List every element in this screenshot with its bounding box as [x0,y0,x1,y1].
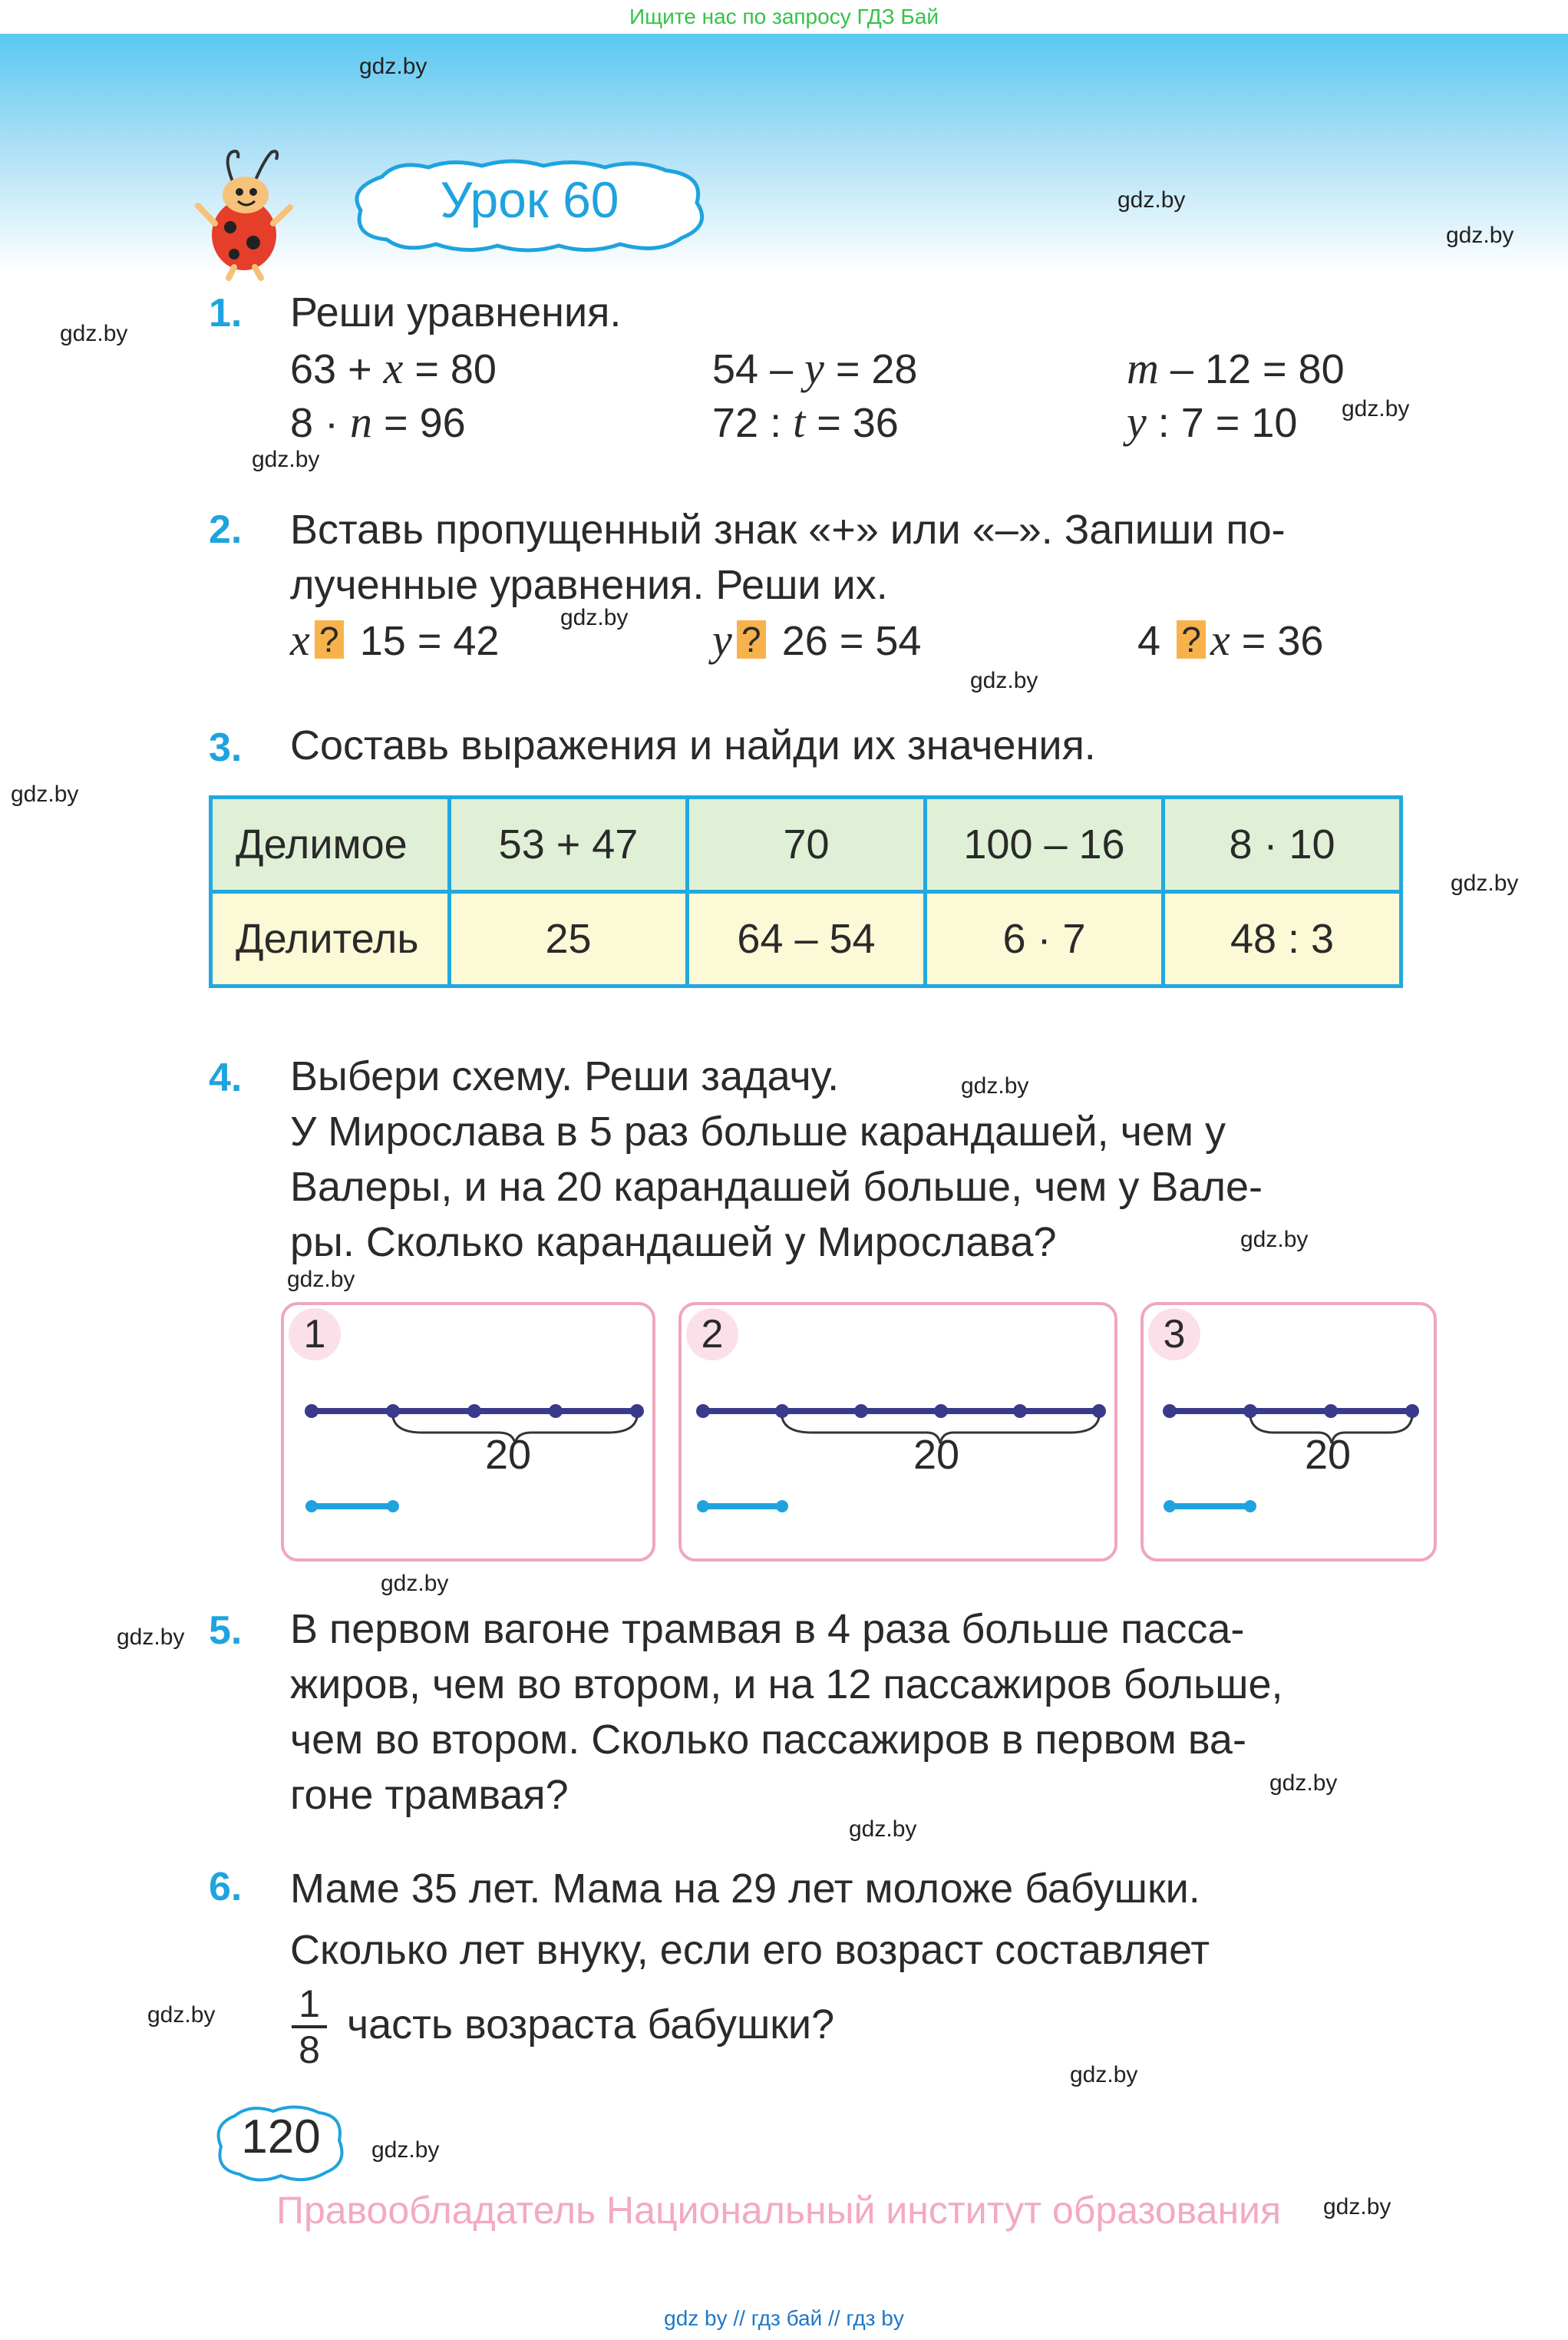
watermark: gdz.by [287,1267,355,1292]
table-cell: 100 – 16 [926,798,1164,892]
watermark: gdz.by [1446,223,1514,248]
equation: y : 7 = 10 [1127,397,1298,447]
table-header-cell: Делимое [211,798,450,892]
fraction: 1 8 [292,1982,327,2071]
scheme-label: 3 [1148,1308,1200,1360]
scheme-label: 1 [289,1308,341,1360]
scheme-label: 2 [686,1308,738,1360]
watermark: gdz.by [961,1073,1029,1099]
segment-diagram [284,1305,652,1558]
lesson-title: Урок 60 [440,171,619,228]
table-cell: 6 · 7 [926,892,1164,987]
equation: x ? 15 = 42 [290,615,500,665]
equation: m – 12 = 80 [1127,343,1345,393]
missing-sign-box: ? [737,620,766,659]
table-cell: 53 + 47 [450,798,688,892]
equation: 54 – y = 28 [712,343,918,393]
equation: y ? 26 = 54 [712,615,922,665]
task-text: Выбери схему. Реши задачу. У Мирослава в 5 раз больше карандашей, чем у Валеры, и на 20 карандашей больше, чем у Вале- ры. Сколько карандашей у Мирослава? [290,1053,1263,1265]
watermark: gdz.by [1342,396,1410,421]
task-number: 6. [209,1865,243,1909]
watermark: gdz.by [381,1571,449,1596]
watermark: gdz.by [1269,1770,1338,1796]
copyright: Правообладатель Национальный институт образования [276,2189,1282,2232]
ladybug-mascot-icon [192,143,299,281]
equation: 72 : t = 36 [712,397,899,447]
task-number: 1. [209,291,243,335]
task-number: 2. [209,507,243,552]
segment-value: 20 [1305,1432,1352,1478]
segment-value: 20 [913,1432,960,1478]
table-cell: 48 : 3 [1164,892,1401,987]
table-row [211,798,1401,892]
task-text: Реши уравнения. [290,289,622,335]
task-number: 3. [209,725,243,770]
task-text: часть возраста бабушки? [347,2001,835,2048]
watermark: gdz.by [11,782,79,807]
segment-diagram [1144,1305,1434,1558]
watermark: gdz.by [1451,871,1519,896]
task-text: Маме 35 лет. Мама на 29 лет моложе бабушки. Сколько лет внуку, если его возраст составляет [290,1866,1210,1973]
equation: 63 + x = 80 [290,343,497,393]
task-text: В первом вагоне трамвая в 4 раза больше пасса- жиров, чем во втором, и на 12 пассажиров больше, чем во втором. Сколько пассажиров в первом ва- гоне трамвая? [290,1606,1283,1818]
table-cell: 8 · 10 [1164,798,1401,892]
equation: 4 ? x = 36 [1137,615,1324,665]
watermark: gdz.by [849,1816,917,1842]
table-row [211,892,1401,987]
scheme-1[interactable] [281,1302,655,1562]
table-header-cell: Делитель [211,892,450,987]
watermark: gdz.by [252,447,320,472]
watermark: gdz.by [359,54,427,79]
missing-sign-box: ? [315,620,344,659]
watermark: gdz.by [371,2137,440,2163]
task-number: 4. [209,1056,243,1100]
task-text: Составь выражения и найди их значения. [290,722,1096,768]
missing-sign-box: ? [1177,620,1206,659]
watermark: gdz.by [1240,1227,1309,1252]
expression-table [209,795,1403,988]
table-cell: 64 – 54 [688,892,926,987]
watermark: gdz.by [147,2002,216,2028]
task-number: 5. [209,1608,243,1653]
footer-links[interactable]: gdz by // гдз бай // гдз by [664,2306,904,2330]
watermark: gdz.by [117,1624,185,1650]
watermark: gdz.by [1323,2194,1391,2219]
segment-value: 20 [485,1432,532,1478]
scheme-2[interactable] [678,1302,1117,1562]
search-banner[interactable]: Ищите нас по запросу ГДЗ Бай [629,5,939,28]
equation: 8 · n = 96 [290,397,466,447]
task-text: Вставь пропущенный знак «+» или «–». Запиши по- лученные уравнения. Реши их. [290,507,1286,608]
table-cell: 25 [450,892,688,987]
watermark: gdz.by [560,605,629,630]
watermark: gdz.by [60,321,128,346]
page-number: 120 [241,2110,321,2163]
table-cell: 70 [688,798,926,892]
segment-diagram [682,1305,1114,1558]
watermark: gdz.by [1117,187,1186,213]
watermark: gdz.by [970,668,1038,693]
scheme-3[interactable] [1141,1302,1437,1562]
watermark: gdz.by [1070,2062,1138,2087]
